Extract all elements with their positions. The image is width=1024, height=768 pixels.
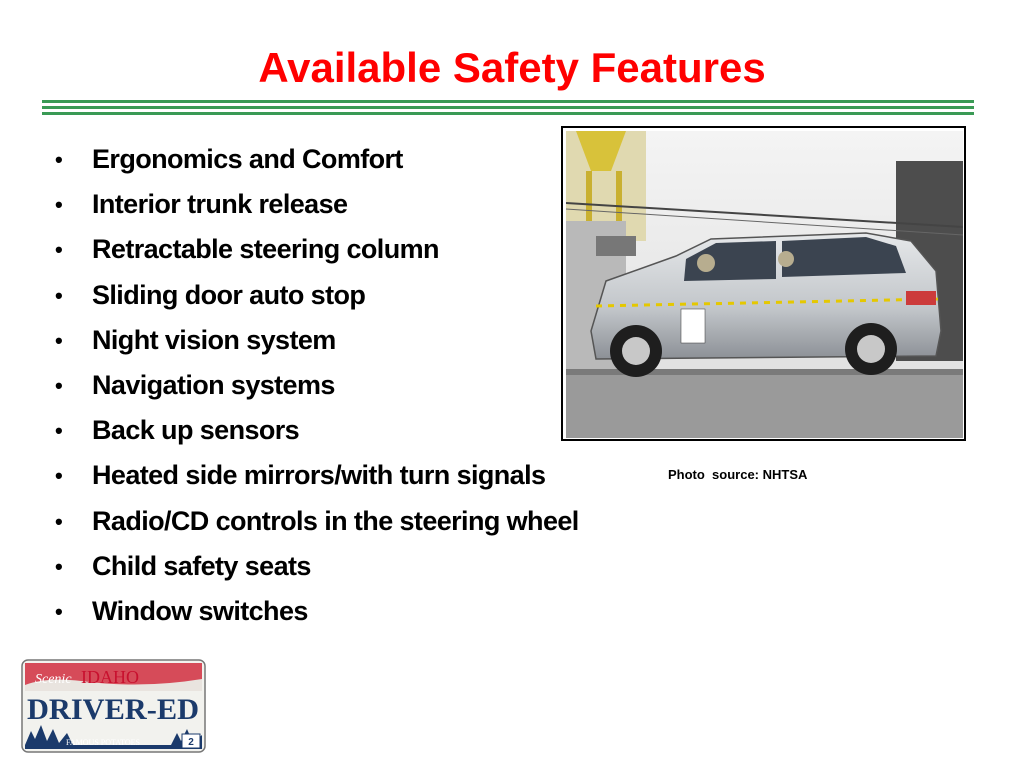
bullet-dot: • (55, 598, 63, 624)
bullet-text: Interior trunk release (92, 189, 348, 220)
bullet-item (55, 182, 579, 227)
bullet-item (55, 227, 579, 272)
title-divider-line (42, 100, 974, 103)
plate-scenic-text: Scenic (35, 672, 72, 687)
bullet-text: Navigation systems (92, 369, 335, 400)
title-divider-line (42, 112, 974, 115)
bullet-item (55, 453, 579, 498)
bullet-dot: • (55, 282, 63, 308)
plate-idaho-text: IDAHO (81, 667, 139, 687)
bullet-text: Child safety seats (92, 550, 311, 581)
bullet-item (55, 318, 579, 363)
plate-tag-text: 2 (188, 737, 194, 748)
bullet-item (55, 499, 579, 544)
bullet-text: Night vision system (92, 324, 336, 355)
bullet-dot: • (55, 237, 63, 263)
idaho-driver-ed-plate-logo (21, 659, 206, 753)
slide-title: Available Safety Features (258, 44, 766, 91)
bullet-text: Heated side mirrors/with turn signals (92, 460, 546, 491)
bullet-text: Ergonomics and Comfort (92, 144, 403, 174)
bullet-text: Sliding door auto stop (92, 279, 366, 310)
bullet-dot: • (55, 418, 63, 444)
crash-test-photo (561, 126, 966, 441)
bullet-dot: • (55, 553, 63, 579)
bullet-text: Window switches (92, 595, 308, 626)
bullet-dot: • (55, 463, 63, 489)
plate-main-text: DRIVER-ED (27, 693, 199, 726)
crash-test-photo-illustration (566, 131, 963, 438)
bullet-text: Back up sensors (92, 415, 300, 446)
bullet-item (55, 273, 579, 318)
bullet-text: Retractable steering column (92, 234, 439, 265)
bullet-item (55, 137, 579, 182)
bullet-item (55, 363, 579, 408)
bullet-dot: • (55, 327, 63, 353)
bullet-dot: • (55, 147, 63, 172)
bullet-text: Radio/CD controls in the steering wheel (92, 505, 579, 536)
bullet-dot: • (55, 192, 63, 218)
bullet-list (55, 137, 579, 634)
bullet-item (55, 589, 579, 634)
bullet-dot: • (55, 508, 63, 534)
photo-caption: Photo source: NHTSA (668, 467, 808, 482)
bullet-item (55, 544, 579, 589)
bullet-dot: • (55, 372, 63, 398)
title-divider-line (42, 106, 974, 109)
bullet-item (55, 408, 579, 453)
plate-bottom-text: FAMOUS POTATOES (66, 738, 140, 747)
